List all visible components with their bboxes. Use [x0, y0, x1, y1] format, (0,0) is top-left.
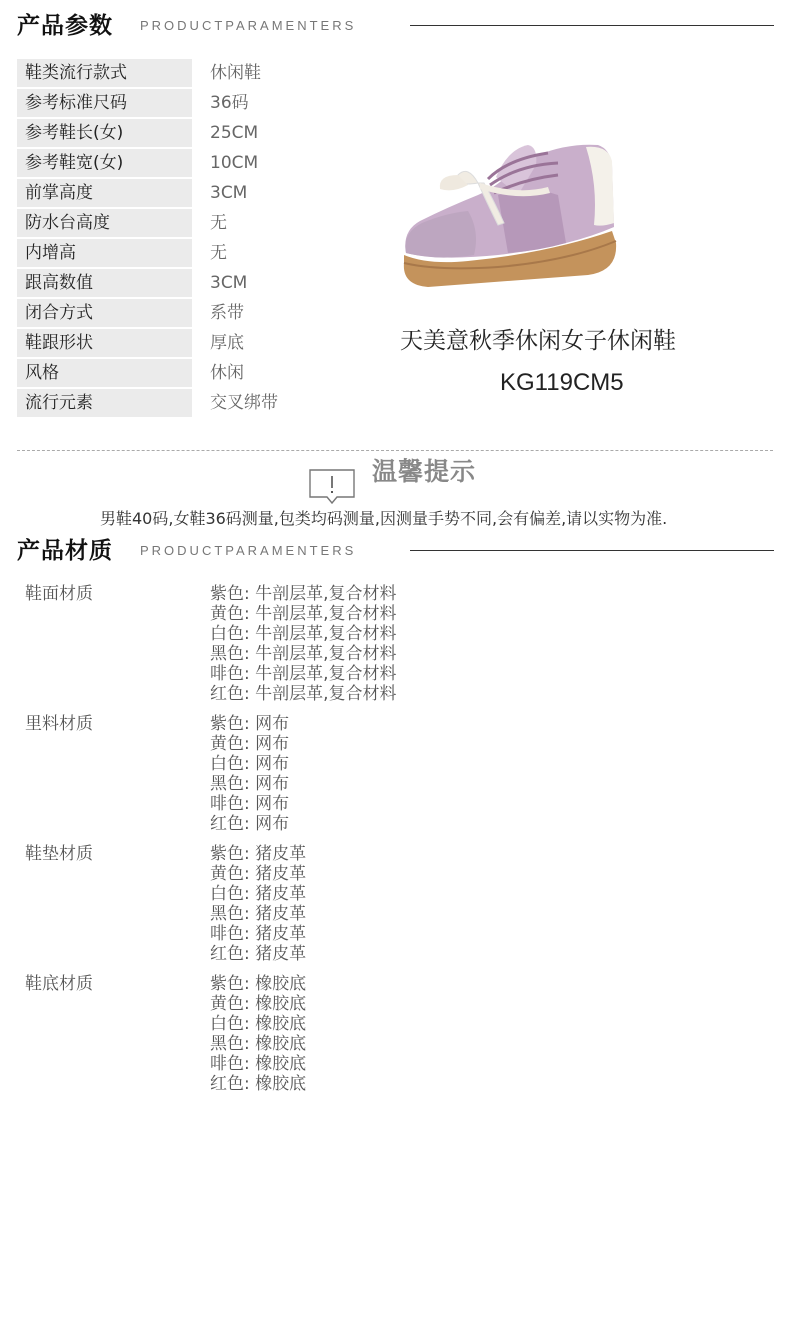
material-list — [210, 584, 397, 704]
material-item: 紫色: 牛剖层革,复合材料 — [210, 584, 397, 604]
material-item: 啡色: 橡胶底 — [210, 1054, 307, 1074]
param-value: 36码 — [210, 93, 249, 113]
param-row — [17, 269, 347, 297]
param-label: 内增高 — [17, 239, 192, 267]
param-label: 风格 — [17, 359, 192, 387]
material-item: 红色: 牛剖层革,复合材料 — [210, 684, 397, 704]
material-item: 白色: 猪皮革 — [210, 884, 307, 904]
param-row — [17, 59, 347, 87]
material-item: 啡色: 猪皮革 — [210, 924, 307, 944]
material-item: 啡色: 牛剖层革,复合材料 — [210, 664, 397, 684]
material-group-label: 鞋垫材质 — [25, 844, 93, 864]
param-label: 前掌高度 — [17, 179, 192, 207]
material-item: 黄色: 橡胶底 — [210, 994, 307, 1014]
param-row — [17, 299, 347, 327]
param-row — [17, 89, 347, 117]
material-item: 黑色: 猪皮革 — [210, 904, 307, 924]
material-item: 黑色: 网布 — [210, 774, 290, 794]
param-row — [17, 209, 347, 237]
material-item: 白色: 橡胶底 — [210, 1014, 307, 1034]
param-row — [17, 119, 347, 147]
param-row — [17, 179, 347, 207]
material-group-label: 鞋底材质 — [25, 974, 93, 994]
material-section-title: 产品材质 — [17, 538, 113, 564]
section-divider — [410, 25, 774, 26]
param-label: 闭合方式 — [17, 299, 192, 327]
material-item: 黑色: 牛剖层革,复合材料 — [210, 644, 397, 664]
param-value: 无 — [210, 213, 227, 233]
param-label: 参考标准尺码 — [17, 89, 192, 117]
dashed-divider — [17, 450, 773, 451]
param-value: 10CM — [210, 153, 259, 173]
material-item: 白色: 牛剖层革,复合材料 — [210, 624, 397, 644]
material-item: 红色: 网布 — [210, 814, 290, 834]
param-row — [17, 389, 347, 417]
material-item: 黄色: 网布 — [210, 734, 290, 754]
material-item: 红色: 猪皮革 — [210, 944, 307, 964]
material-item: 白色: 网布 — [210, 754, 290, 774]
param-label: 参考鞋宽(女) — [17, 149, 192, 177]
material-list — [210, 714, 289, 834]
param-label: 跟高数值 — [17, 269, 192, 297]
param-row — [17, 149, 347, 177]
param-value: 交叉绑带 — [210, 393, 278, 413]
purple-sneaker-image — [398, 135, 620, 295]
material-item: 黄色: 牛剖层革,复合材料 — [210, 604, 397, 624]
material-item: 紫色: 网布 — [210, 714, 290, 734]
param-value: 厚底 — [210, 333, 244, 353]
speech-bubble-exclamation-icon — [309, 469, 355, 505]
material-group-label: 里料材质 — [25, 714, 93, 734]
material-item: 红色: 橡胶底 — [210, 1074, 307, 1094]
param-value: 25CM — [210, 123, 259, 143]
material-item: 啡色: 网布 — [210, 794, 290, 814]
param-value: 无 — [210, 243, 227, 263]
param-label: 防水台高度 — [17, 209, 192, 237]
product-code: KG119CM5 — [500, 369, 624, 396]
material-group-label: 鞋面材质 — [25, 584, 93, 604]
param-label: 参考鞋长(女) — [17, 119, 192, 147]
material-item: 黑色: 橡胶底 — [210, 1034, 307, 1054]
param-row — [17, 239, 347, 267]
material-item: 黄色: 猪皮革 — [210, 864, 307, 884]
param-row — [17, 329, 347, 357]
params-section-subtitle: PRODUCTPARAMENTERS — [140, 18, 357, 33]
param-value: 系带 — [210, 303, 244, 323]
material-section-subtitle: PRODUCTPARAMENTERS — [140, 543, 357, 558]
param-value: 3CM — [210, 273, 248, 293]
param-value: 休闲鞋 — [210, 63, 261, 83]
section-divider — [410, 550, 774, 551]
material-item: 紫色: 橡胶底 — [210, 974, 307, 994]
material-list — [210, 974, 306, 1094]
param-label: 鞋类流行款式 — [17, 59, 192, 87]
params-section-title: 产品参数 — [17, 13, 113, 39]
param-value: 3CM — [210, 183, 248, 203]
param-label: 流行元素 — [17, 389, 192, 417]
param-label: 鞋跟形状 — [17, 329, 192, 357]
product-name: 天美意秋季休闲女子休闲鞋 — [400, 328, 676, 354]
material-section-header — [17, 534, 774, 568]
tip-text: 男鞋40码,女鞋36码测量,包类均码测量,因测量手势不同,会有偏差,请以实物为准. — [100, 509, 668, 528]
param-row — [17, 359, 347, 387]
params-section-header — [17, 9, 774, 43]
material-item: 紫色: 猪皮革 — [210, 844, 307, 864]
param-value: 休闲 — [210, 363, 244, 383]
tip-title: 温馨提示 — [372, 457, 477, 486]
material-list — [210, 844, 306, 964]
